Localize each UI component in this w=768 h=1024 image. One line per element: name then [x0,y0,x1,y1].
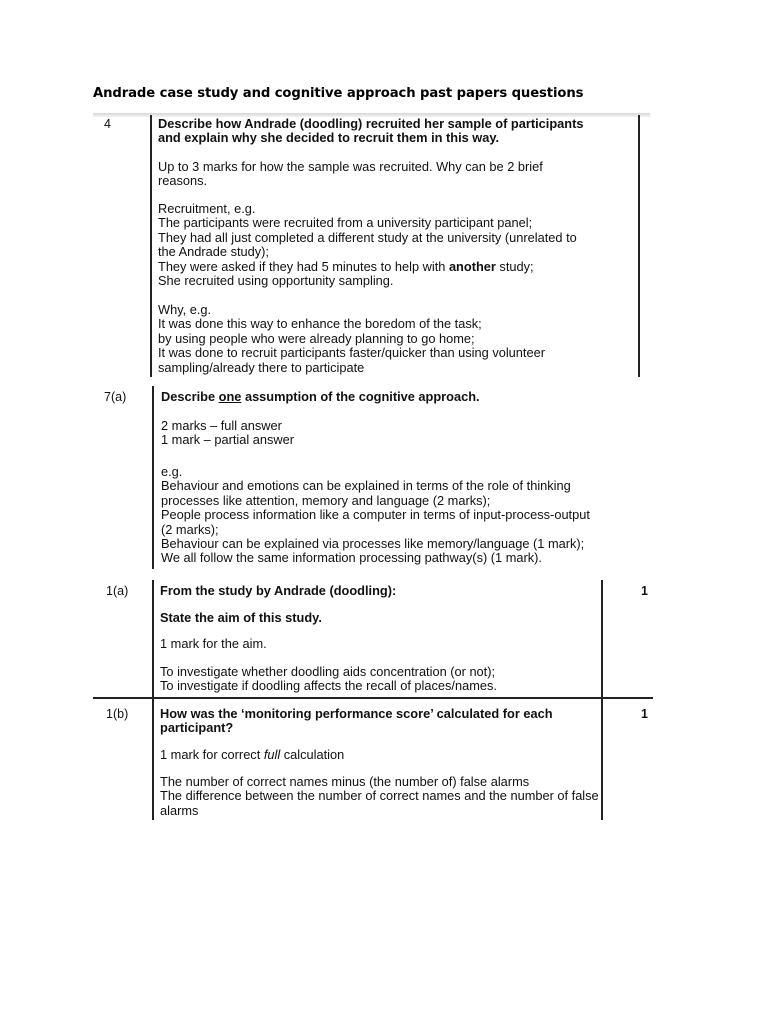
question-number: 7(a) [104,390,127,404]
text-line: We all follow the same information processing pathway(s) (1 mark). [161,550,542,566]
text-line: To investigate whether doodling aids concentration (or not); [160,664,496,679]
underlined-word: one [218,389,242,404]
text-fragment: study; [495,258,534,274]
question-text [158,117,583,146]
column-divider [150,115,152,377]
text-line [158,260,577,274]
question-text: State the aim of this study. [160,610,322,625]
text-line: the Andrade study); [158,244,269,260]
text-line: It was done to recruit participants faster/quicker than using volunteer [158,345,545,361]
question-text [161,390,480,404]
section-heading: e.g. [161,464,183,479]
example-answers [160,775,599,818]
example-answers [160,665,497,694]
question-number: 1(b) [106,707,129,721]
question-line: participant? [160,720,234,736]
column-divider [152,699,154,820]
text-line: People process information like a computer in terms of input-process-output [161,507,590,523]
marks-value: 1 [641,584,648,598]
text-fragment: They were asked if they had 5 minutes to help with [158,258,449,274]
text-line: Behaviour and emotions can be explained in terms of the role of thinking [161,478,571,494]
question-text [160,707,553,736]
question-text: From the study by Andrade (doodling): [160,583,397,598]
row-divider [93,697,653,699]
question-line: Describe how Andrade (doodling) recruited her sample of participants [158,116,584,131]
text-line: sampling/already there to participate [158,359,365,375]
section-heading: Recruitment, e.g. [158,201,256,216]
emphasis: another [448,258,496,274]
text-line: Up to 3 marks for how the sample was recruited. Why can be 2 brief [158,159,543,174]
text-line: alarms [160,802,199,818]
question-number: 1(a) [106,584,129,598]
text-line: reasons. [158,173,208,189]
marks-value: 1 [641,707,648,721]
text-line: The difference between the number of correct names and the number of false [160,788,599,804]
text-line: She recruited using opportunity sampling. [158,273,394,289]
mark-scheme-note [160,748,344,762]
text-fragment: calculation [280,747,345,762]
text-fragment: Describe [161,389,219,404]
why-answers [158,303,545,375]
recruitment-answers [158,202,577,288]
italic-word: full [263,747,281,762]
text-line: It was done this way to enhance the boredom of the task; [158,316,482,332]
question-line: and explain why she decided to recruit them in this way. [158,130,500,146]
column-divider-right [601,580,603,697]
text-line: 2 marks – full answer [161,418,282,433]
mark-scheme-note [161,419,294,448]
text-line: Behaviour can be explained via processes like memory/language (1 mark); [161,536,585,552]
example-answers [161,465,590,566]
text-fragment: assumption of the cognitive approach. [241,389,480,404]
text-line: (2 marks); [161,521,219,537]
text-line: by using people who were already planning to go home; [158,330,475,346]
page-title: Andrade case study and cognitive approach past papers questions [93,86,584,101]
mark-scheme-note: 1 mark for the aim. [160,636,267,651]
text-line: They had all just completed a different study at the university (unrelated to [158,229,577,245]
section-heading: Why, e.g. [158,302,212,317]
column-divider-right [601,699,603,820]
column-divider [152,386,154,569]
text-line: To investigate if doodling affects the recall of places/names. [160,678,497,694]
text-fragment: 1 mark for correct [160,747,264,762]
text-line: The number of correct names minus (the number of) false alarms [160,774,530,789]
text-line: The participants were recruited from a university participant panel; [158,215,533,231]
column-divider [152,580,154,697]
text-line: processes like attention, memory and language (2 marks); [161,492,491,508]
question-line: How was the ‘monitoring performance score’ calculated for each [160,706,553,721]
question-number: 4 [104,117,111,131]
text-line: 1 mark – partial answer [161,432,294,448]
column-divider-right [638,115,640,377]
mark-scheme-note [158,160,543,189]
